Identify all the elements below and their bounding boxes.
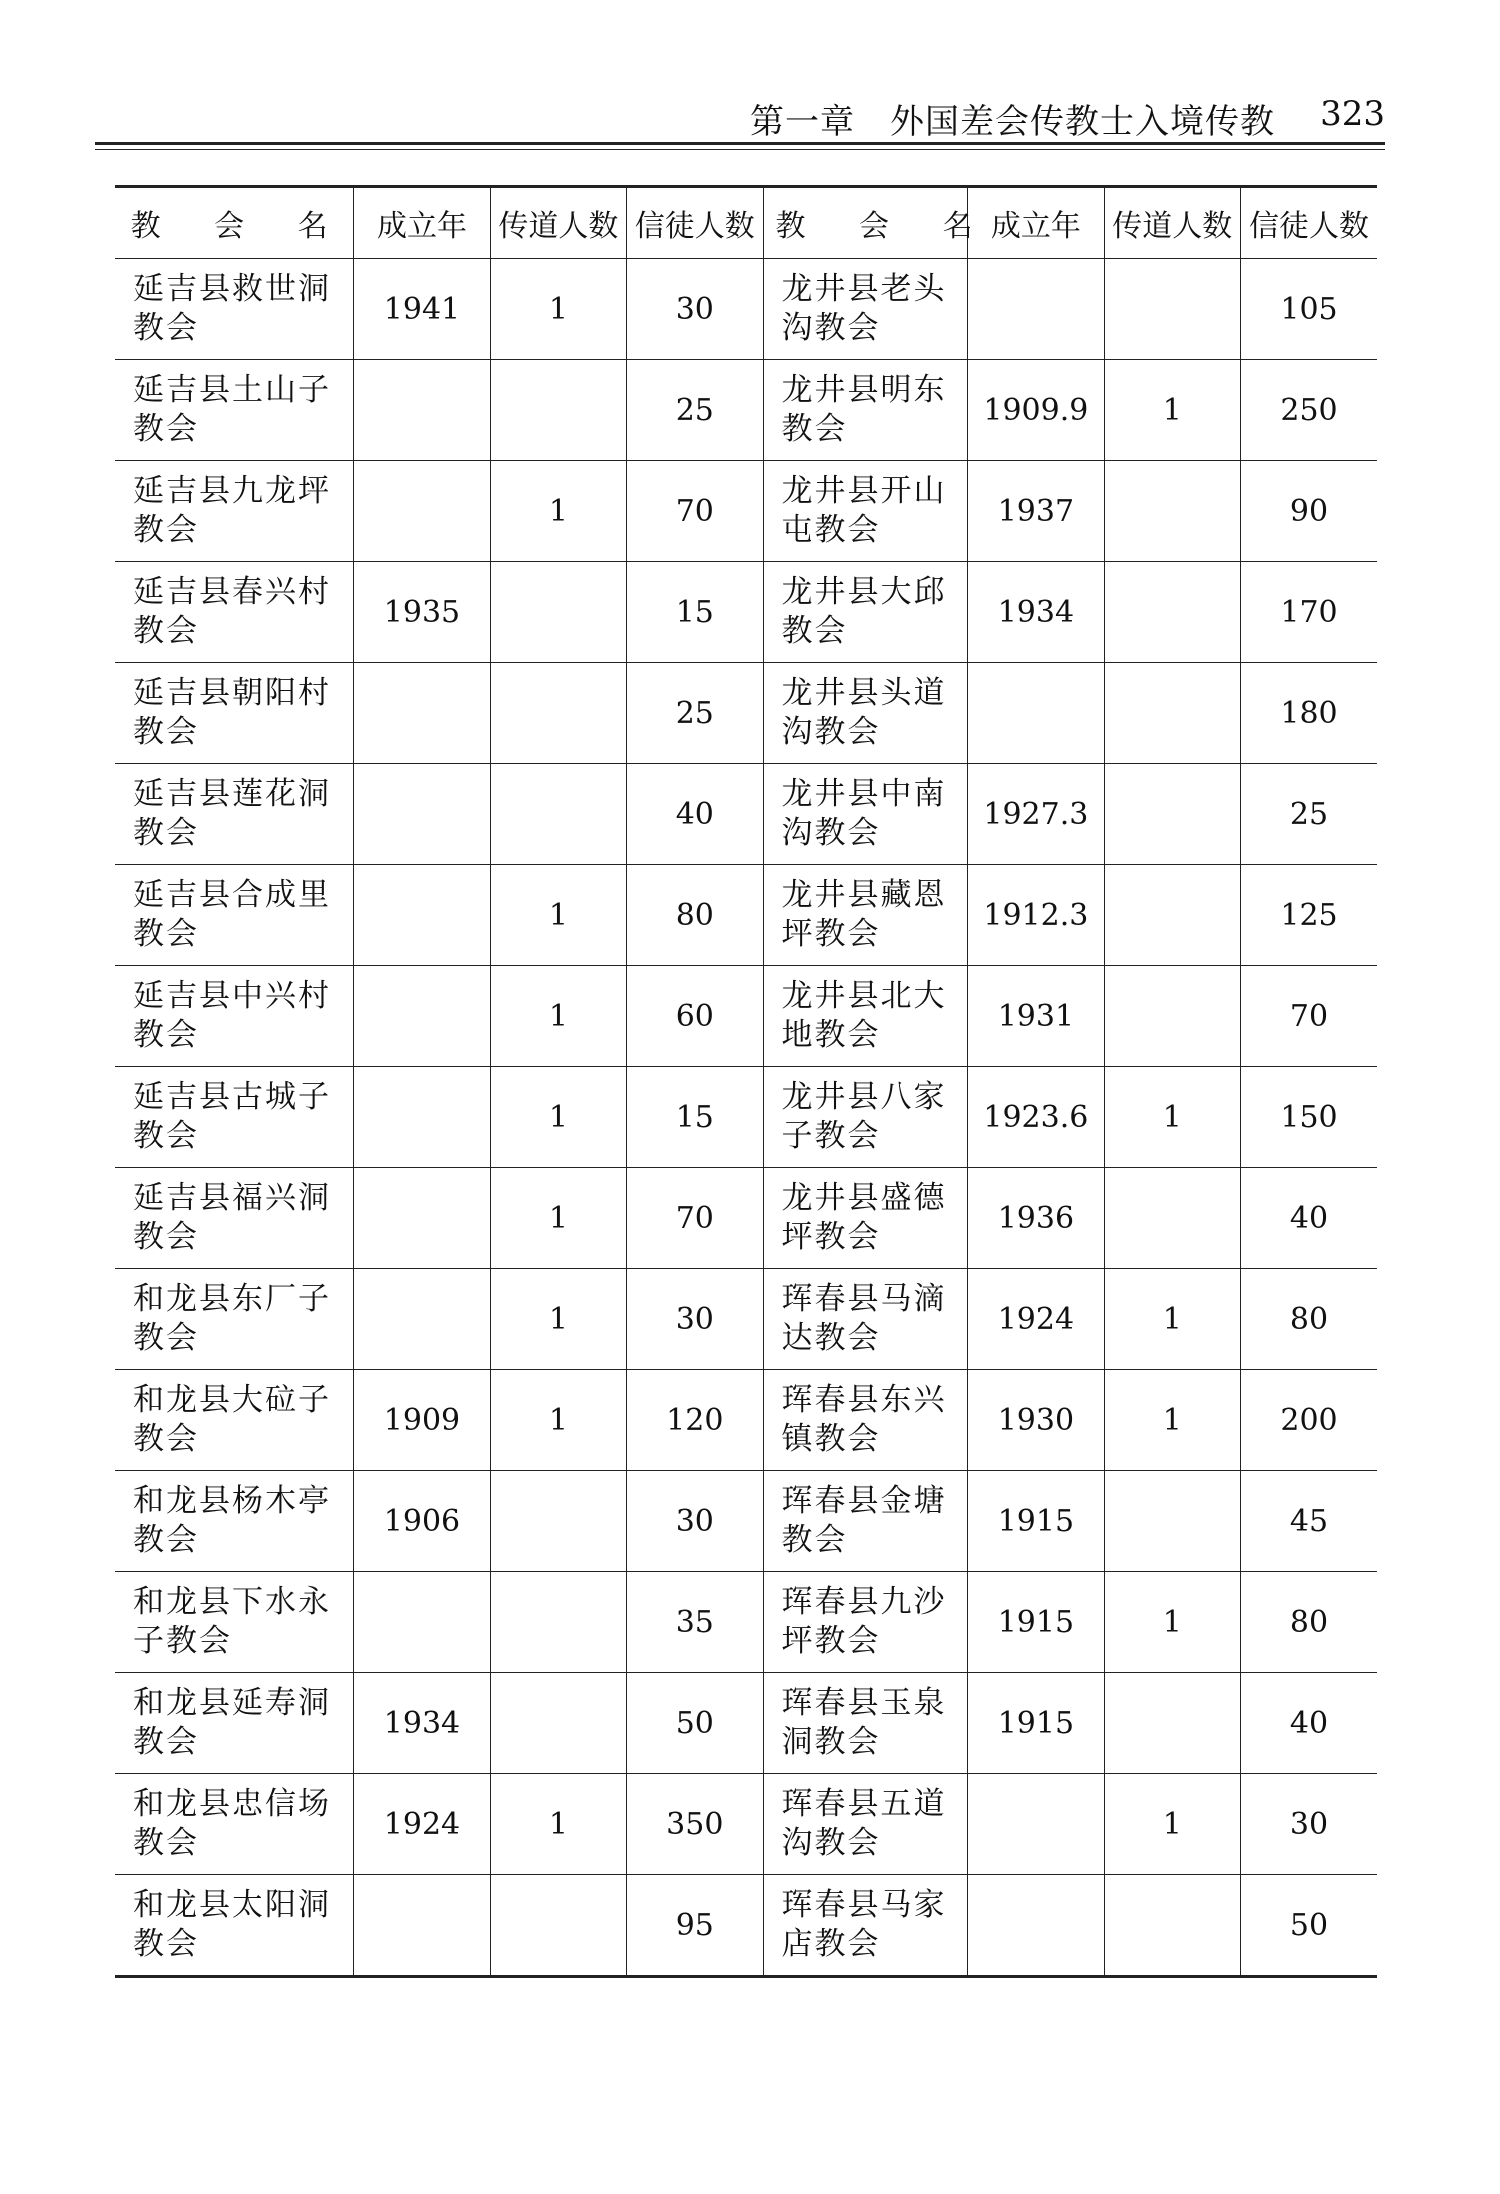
table-row <box>115 360 1377 461</box>
table-row <box>115 1875 1377 1977</box>
table-row <box>115 562 1377 663</box>
table-row <box>115 1370 1377 1471</box>
founded-year-right: 1915 <box>968 1471 1104 1572</box>
believer-count-right: 125 <box>1241 865 1378 966</box>
believer-count-left: 50 <box>627 1673 763 1774</box>
founded-year-right <box>968 1875 1104 1977</box>
founded-year-left <box>354 360 490 461</box>
church-name-left: 和龙县杨木亭教会 <box>115 1471 354 1572</box>
founded-year-right: 1927.3 <box>968 764 1104 865</box>
believer-count-right: 45 <box>1241 1471 1378 1572</box>
preacher-count-left <box>490 360 626 461</box>
founded-year-right: 1923.6 <box>968 1067 1104 1168</box>
founded-year-left <box>354 764 490 865</box>
preacher-count-right: 1 <box>1104 1572 1240 1673</box>
chapter-title: 第一章 外国差会传教士入境传教 <box>750 102 1275 142</box>
founded-year-right: 1915 <box>968 1673 1104 1774</box>
believer-count-left: 30 <box>627 1471 763 1572</box>
table-header <box>115 187 1377 259</box>
founded-year-left <box>354 461 490 562</box>
col-header-founded-right: 成立年 <box>968 187 1104 259</box>
founded-year-left: 1941 <box>354 259 490 360</box>
believer-count-left: 120 <box>627 1370 763 1471</box>
church-name-left: 延吉县救世洞教会 <box>115 259 354 360</box>
preacher-count-left <box>490 1572 626 1673</box>
church-name-right: 珲春县马家店教会 <box>763 1875 968 1977</box>
preacher-count-left: 1 <box>490 1269 626 1370</box>
founded-year-right: 1934 <box>968 562 1104 663</box>
believer-count-right: 250 <box>1241 360 1378 461</box>
founded-year-right <box>968 663 1104 764</box>
believer-count-right: 170 <box>1241 562 1378 663</box>
believer-count-left: 30 <box>627 259 763 360</box>
table-row <box>115 1471 1377 1572</box>
founded-year-right: 1909.9 <box>968 360 1104 461</box>
church-name-left: 延吉县莲花洞教会 <box>115 764 354 865</box>
church-name-left: 延吉县福兴洞教会 <box>115 1168 354 1269</box>
believer-count-left: 350 <box>627 1774 763 1875</box>
preacher-count-left: 1 <box>490 461 626 562</box>
founded-year-left <box>354 1067 490 1168</box>
table-row <box>115 966 1377 1067</box>
preacher-count-right <box>1104 259 1240 360</box>
founded-year-right: 1937 <box>968 461 1104 562</box>
preacher-count-right <box>1104 1168 1240 1269</box>
header-rule-thin <box>95 149 1385 150</box>
preacher-count-right <box>1104 461 1240 562</box>
col-header-church-name-left: 教 会 名 <box>115 187 354 259</box>
church-name-left: 和龙县太阳洞教会 <box>115 1875 354 1977</box>
believer-count-right: 40 <box>1241 1168 1378 1269</box>
preacher-count-left <box>490 1673 626 1774</box>
church-name-left: 延吉县合成里教会 <box>115 865 354 966</box>
founded-year-right: 1915 <box>968 1572 1104 1673</box>
preacher-count-right <box>1104 1875 1240 1977</box>
col-header-church-name-right: 教 会 名 <box>763 187 968 259</box>
believer-count-right: 80 <box>1241 1269 1378 1370</box>
believer-count-right: 50 <box>1241 1875 1378 1977</box>
founded-year-left: 1909 <box>354 1370 490 1471</box>
preacher-count-right: 1 <box>1104 1370 1240 1471</box>
church-name-left: 延吉县土山子教会 <box>115 360 354 461</box>
believer-count-right: 30 <box>1241 1774 1378 1875</box>
founded-year-left <box>354 1269 490 1370</box>
believer-count-right: 200 <box>1241 1370 1378 1471</box>
col-header-believers-right: 信徒人数 <box>1241 187 1378 259</box>
preacher-count-left <box>490 1875 626 1977</box>
believer-count-right: 150 <box>1241 1067 1378 1168</box>
founded-year-left <box>354 966 490 1067</box>
believer-count-left: 25 <box>627 663 763 764</box>
church-name-left: 延吉县九龙坪教会 <box>115 461 354 562</box>
preacher-count-left: 1 <box>490 259 626 360</box>
church-name-left: 和龙县下水永子教会 <box>115 1572 354 1673</box>
preacher-count-left: 1 <box>490 1067 626 1168</box>
preacher-count-right <box>1104 764 1240 865</box>
page-header <box>95 92 1385 140</box>
preacher-count-right: 1 <box>1104 1774 1240 1875</box>
church-name-left: 和龙县延寿洞教会 <box>115 1673 354 1774</box>
preacher-count-left: 1 <box>490 1774 626 1875</box>
preacher-count-left: 1 <box>490 1168 626 1269</box>
church-name-right: 龙井县明东教会 <box>763 360 968 461</box>
header-row <box>115 187 1377 259</box>
church-name-left: 延吉县春兴村教会 <box>115 562 354 663</box>
table-row <box>115 1168 1377 1269</box>
col-header-preachers-left: 传道人数 <box>490 187 626 259</box>
church-name-right: 珲春县马滴达教会 <box>763 1269 968 1370</box>
table-row <box>115 1572 1377 1673</box>
preacher-count-left <box>490 764 626 865</box>
founded-year-right <box>968 1774 1104 1875</box>
founded-year-left <box>354 1572 490 1673</box>
church-name-right: 龙井县藏恩坪教会 <box>763 865 968 966</box>
church-name-right: 珲春县东兴镇教会 <box>763 1370 968 1471</box>
believer-count-left: 80 <box>627 865 763 966</box>
church-name-right: 龙井县中南沟教会 <box>763 764 968 865</box>
church-table-container <box>115 185 1377 1978</box>
page-number: 323 <box>1320 94 1385 134</box>
church-name-left: 延吉县朝阳村教会 <box>115 663 354 764</box>
believer-count-left: 60 <box>627 966 763 1067</box>
preacher-count-right <box>1104 865 1240 966</box>
table-row <box>115 259 1377 360</box>
church-name-right: 龙井县头道沟教会 <box>763 663 968 764</box>
header-rule-thick <box>95 142 1385 145</box>
founded-year-right <box>968 259 1104 360</box>
table-row <box>115 865 1377 966</box>
believer-count-right: 80 <box>1241 1572 1378 1673</box>
church-name-left: 延吉县古城子教会 <box>115 1067 354 1168</box>
church-name-left: 延吉县中兴村教会 <box>115 966 354 1067</box>
church-name-right: 龙井县八家子教会 <box>763 1067 968 1168</box>
church-name-right: 龙井县开山屯教会 <box>763 461 968 562</box>
col-header-preachers-right: 传道人数 <box>1104 187 1240 259</box>
believer-count-left: 35 <box>627 1572 763 1673</box>
believer-count-left: 30 <box>627 1269 763 1370</box>
preacher-count-right <box>1104 562 1240 663</box>
preacher-count-left: 1 <box>490 865 626 966</box>
founded-year-right: 1924 <box>968 1269 1104 1370</box>
preacher-count-right <box>1104 966 1240 1067</box>
preacher-count-left: 1 <box>490 966 626 1067</box>
preacher-count-right <box>1104 663 1240 764</box>
preacher-count-right: 1 <box>1104 1067 1240 1168</box>
church-name-right: 龙井县大邱教会 <box>763 562 968 663</box>
table-row <box>115 1673 1377 1774</box>
believer-count-right: 105 <box>1241 259 1378 360</box>
founded-year-left: 1935 <box>354 562 490 663</box>
church-name-right: 珲春县金塘教会 <box>763 1471 968 1572</box>
col-header-believers-left: 信徒人数 <box>627 187 763 259</box>
table-row <box>115 1067 1377 1168</box>
believer-count-left: 40 <box>627 764 763 865</box>
believer-count-left: 70 <box>627 461 763 562</box>
church-name-right: 龙井县老头沟教会 <box>763 259 968 360</box>
table-row <box>115 764 1377 865</box>
col-header-founded-left: 成立年 <box>354 187 490 259</box>
believer-count-right: 25 <box>1241 764 1378 865</box>
founded-year-left: 1934 <box>354 1673 490 1774</box>
founded-year-right: 1931 <box>968 966 1104 1067</box>
believer-count-left: 95 <box>627 1875 763 1977</box>
believer-count-right: 40 <box>1241 1673 1378 1774</box>
church-name-right: 龙井县北大地教会 <box>763 966 968 1067</box>
table-row <box>115 461 1377 562</box>
preacher-count-left <box>490 1471 626 1572</box>
table-row <box>115 663 1377 764</box>
believer-count-right: 90 <box>1241 461 1378 562</box>
preacher-count-left <box>490 562 626 663</box>
founded-year-left <box>354 1168 490 1269</box>
believer-count-right: 180 <box>1241 663 1378 764</box>
founded-year-left <box>354 663 490 764</box>
preacher-count-right: 1 <box>1104 360 1240 461</box>
table-body <box>115 259 1377 1977</box>
believer-count-left: 15 <box>627 1067 763 1168</box>
preacher-count-right <box>1104 1673 1240 1774</box>
table-row <box>115 1269 1377 1370</box>
believer-count-left: 15 <box>627 562 763 663</box>
church-name-right: 珲春县九沙坪教会 <box>763 1572 968 1673</box>
church-name-right: 龙井县盛德坪教会 <box>763 1168 968 1269</box>
church-name-left: 和龙县忠信场教会 <box>115 1774 354 1875</box>
founded-year-right: 1930 <box>968 1370 1104 1471</box>
founded-year-left: 1906 <box>354 1471 490 1572</box>
believer-count-left: 70 <box>627 1168 763 1269</box>
founded-year-right: 1912.3 <box>968 865 1104 966</box>
founded-year-left <box>354 1875 490 1977</box>
table-row <box>115 1774 1377 1875</box>
preacher-count-right: 1 <box>1104 1269 1240 1370</box>
preacher-count-right <box>1104 1471 1240 1572</box>
church-name-left: 和龙县东厂子教会 <box>115 1269 354 1370</box>
founded-year-left: 1924 <box>354 1774 490 1875</box>
church-name-right: 珲春县五道沟教会 <box>763 1774 968 1875</box>
believer-count-left: 25 <box>627 360 763 461</box>
preacher-count-left <box>490 663 626 764</box>
founded-year-right: 1936 <box>968 1168 1104 1269</box>
church-name-right: 珲春县玉泉洞教会 <box>763 1673 968 1774</box>
believer-count-right: 70 <box>1241 966 1378 1067</box>
church-table <box>115 185 1377 1978</box>
founded-year-left <box>354 865 490 966</box>
church-name-left: 和龙县大砬子教会 <box>115 1370 354 1471</box>
preacher-count-left: 1 <box>490 1370 626 1471</box>
